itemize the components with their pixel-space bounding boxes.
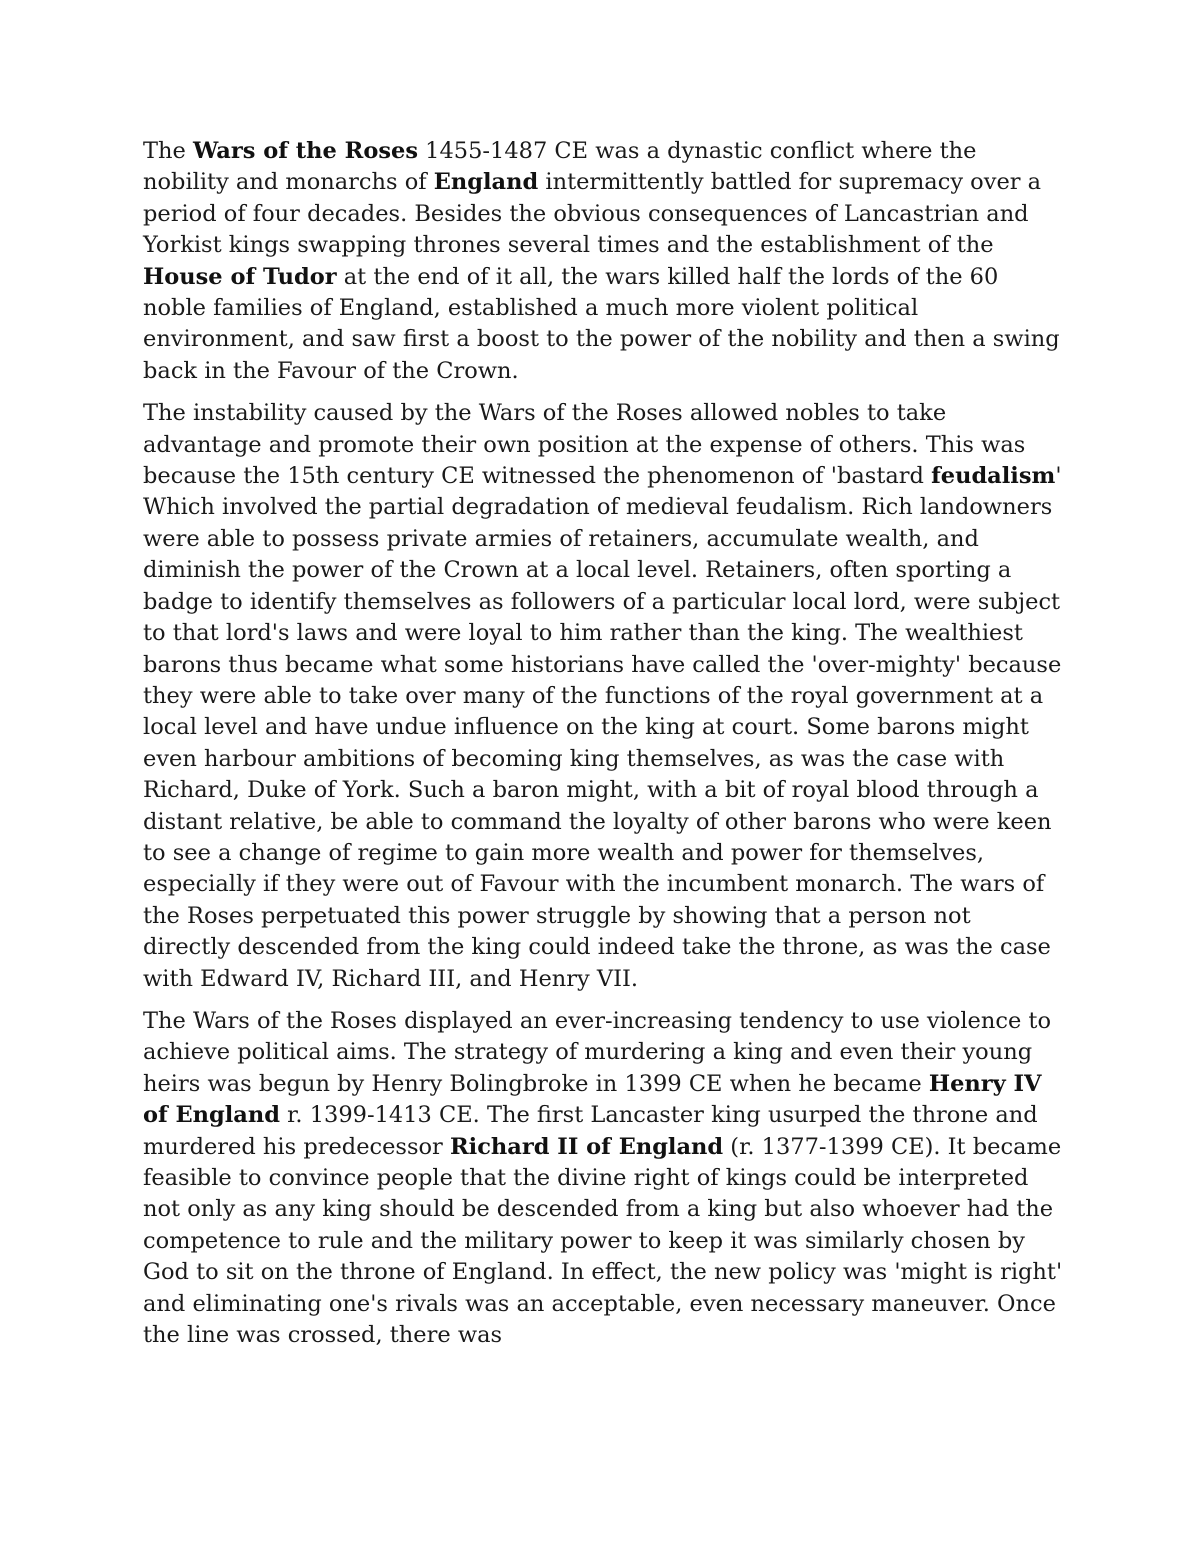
text-run: The	[143, 138, 193, 164]
bold-term-feudalism: feudalism	[931, 463, 1056, 490]
text-run: intermittently battled for supremacy over a period of four decades. Besides the obvious consequences of Lancastrian and Yorkist kings swapping thrones several times and the establishment of the	[143, 169, 1042, 259]
paragraph-3	[143, 1006, 1063, 1351]
text-run: ' Which involved the partial degradation of medieval feudalism. Rich landowners were able to possess private armies of retainers, accumulate wealth, and diminish the power of the Crown at a local level. Retainers, often sporting a badge to identify themselves as followers of a particular local lord, were subject to that lord's laws and were loyal to him rather than the king. The wealthiest barons thus became what some historians have called the 'over-mighty' because they were able to take over many of the functions of the royal government at a local level and have undue influence on the king at court. Some barons might even harbour ambitions of becoming king themselves, as was the case with Richard, Duke of York. Such a baron might, with a bit of royal blood through a distant relative, be able to command the loyalty of other barons who were keen to see a change of regime to gain more wealth and power for themselves, especially if they were out of Favour with the incumbent monarch. The wars of the Roses perpetuated this power struggle by showing that a person not directly descended from the king could indeed take the throne, as was the case with Edward IV, Richard III, and Henry VII.	[143, 463, 1062, 992]
bold-term-wars-of-the-roses: Wars of the Roses	[192, 138, 418, 164]
bold-term-house-of-tudor: House of Tudor	[143, 263, 337, 290]
text-run: The instability caused by the Wars of the Roses allowed nobles to take advantage and promote their own position at the expense of others. This was because the 15th century CE witnessed the phenomenon of 'bastard	[143, 400, 1026, 490]
bold-term-england: England	[433, 169, 539, 196]
paragraph-1	[143, 136, 1063, 387]
text-run: The Wars of the Roses displayed an ever-increasing tendency to use violence to achieve political aims. The strategy of murdering a king and even their young heirs was begun by Henry Bolingbroke in 1399 CE when he became	[143, 1007, 1052, 1097]
text-run: at the end of it all, the wars killed half the lords of the 60 noble families of England, established a much more violent political environment, and saw first a boost to the power of the nobility and then a swing back in the Favour of the Crown.	[143, 263, 1060, 384]
document-page	[143, 136, 1063, 1362]
text-run: 1455-1487 CE was a dynastic conflict where the nobility and monarchs of	[143, 138, 977, 196]
text-run: (r. 1377-1399 CE). It became feasible to convince people that the divine right of kings could be interpreted not only as any king should be descended from a king but also whoever had the competence to rule and the military power to keep it was similarly chosen by God to sit on the throne of England. In effect, the new policy was 'might is right' and eliminating one's rivals was an acceptable, even necessary maneuver. Once the line was crossed, there was	[143, 1133, 1063, 1349]
bold-term-henry-iv: Henry IV of England	[143, 1070, 1042, 1129]
paragraph-2	[143, 398, 1063, 995]
text-run: r. 1399-1413 CE. The first Lancaster king usurped the throne and murdered his predecessor	[143, 1102, 1038, 1160]
bold-term-richard-ii: Richard II of England	[449, 1133, 724, 1160]
